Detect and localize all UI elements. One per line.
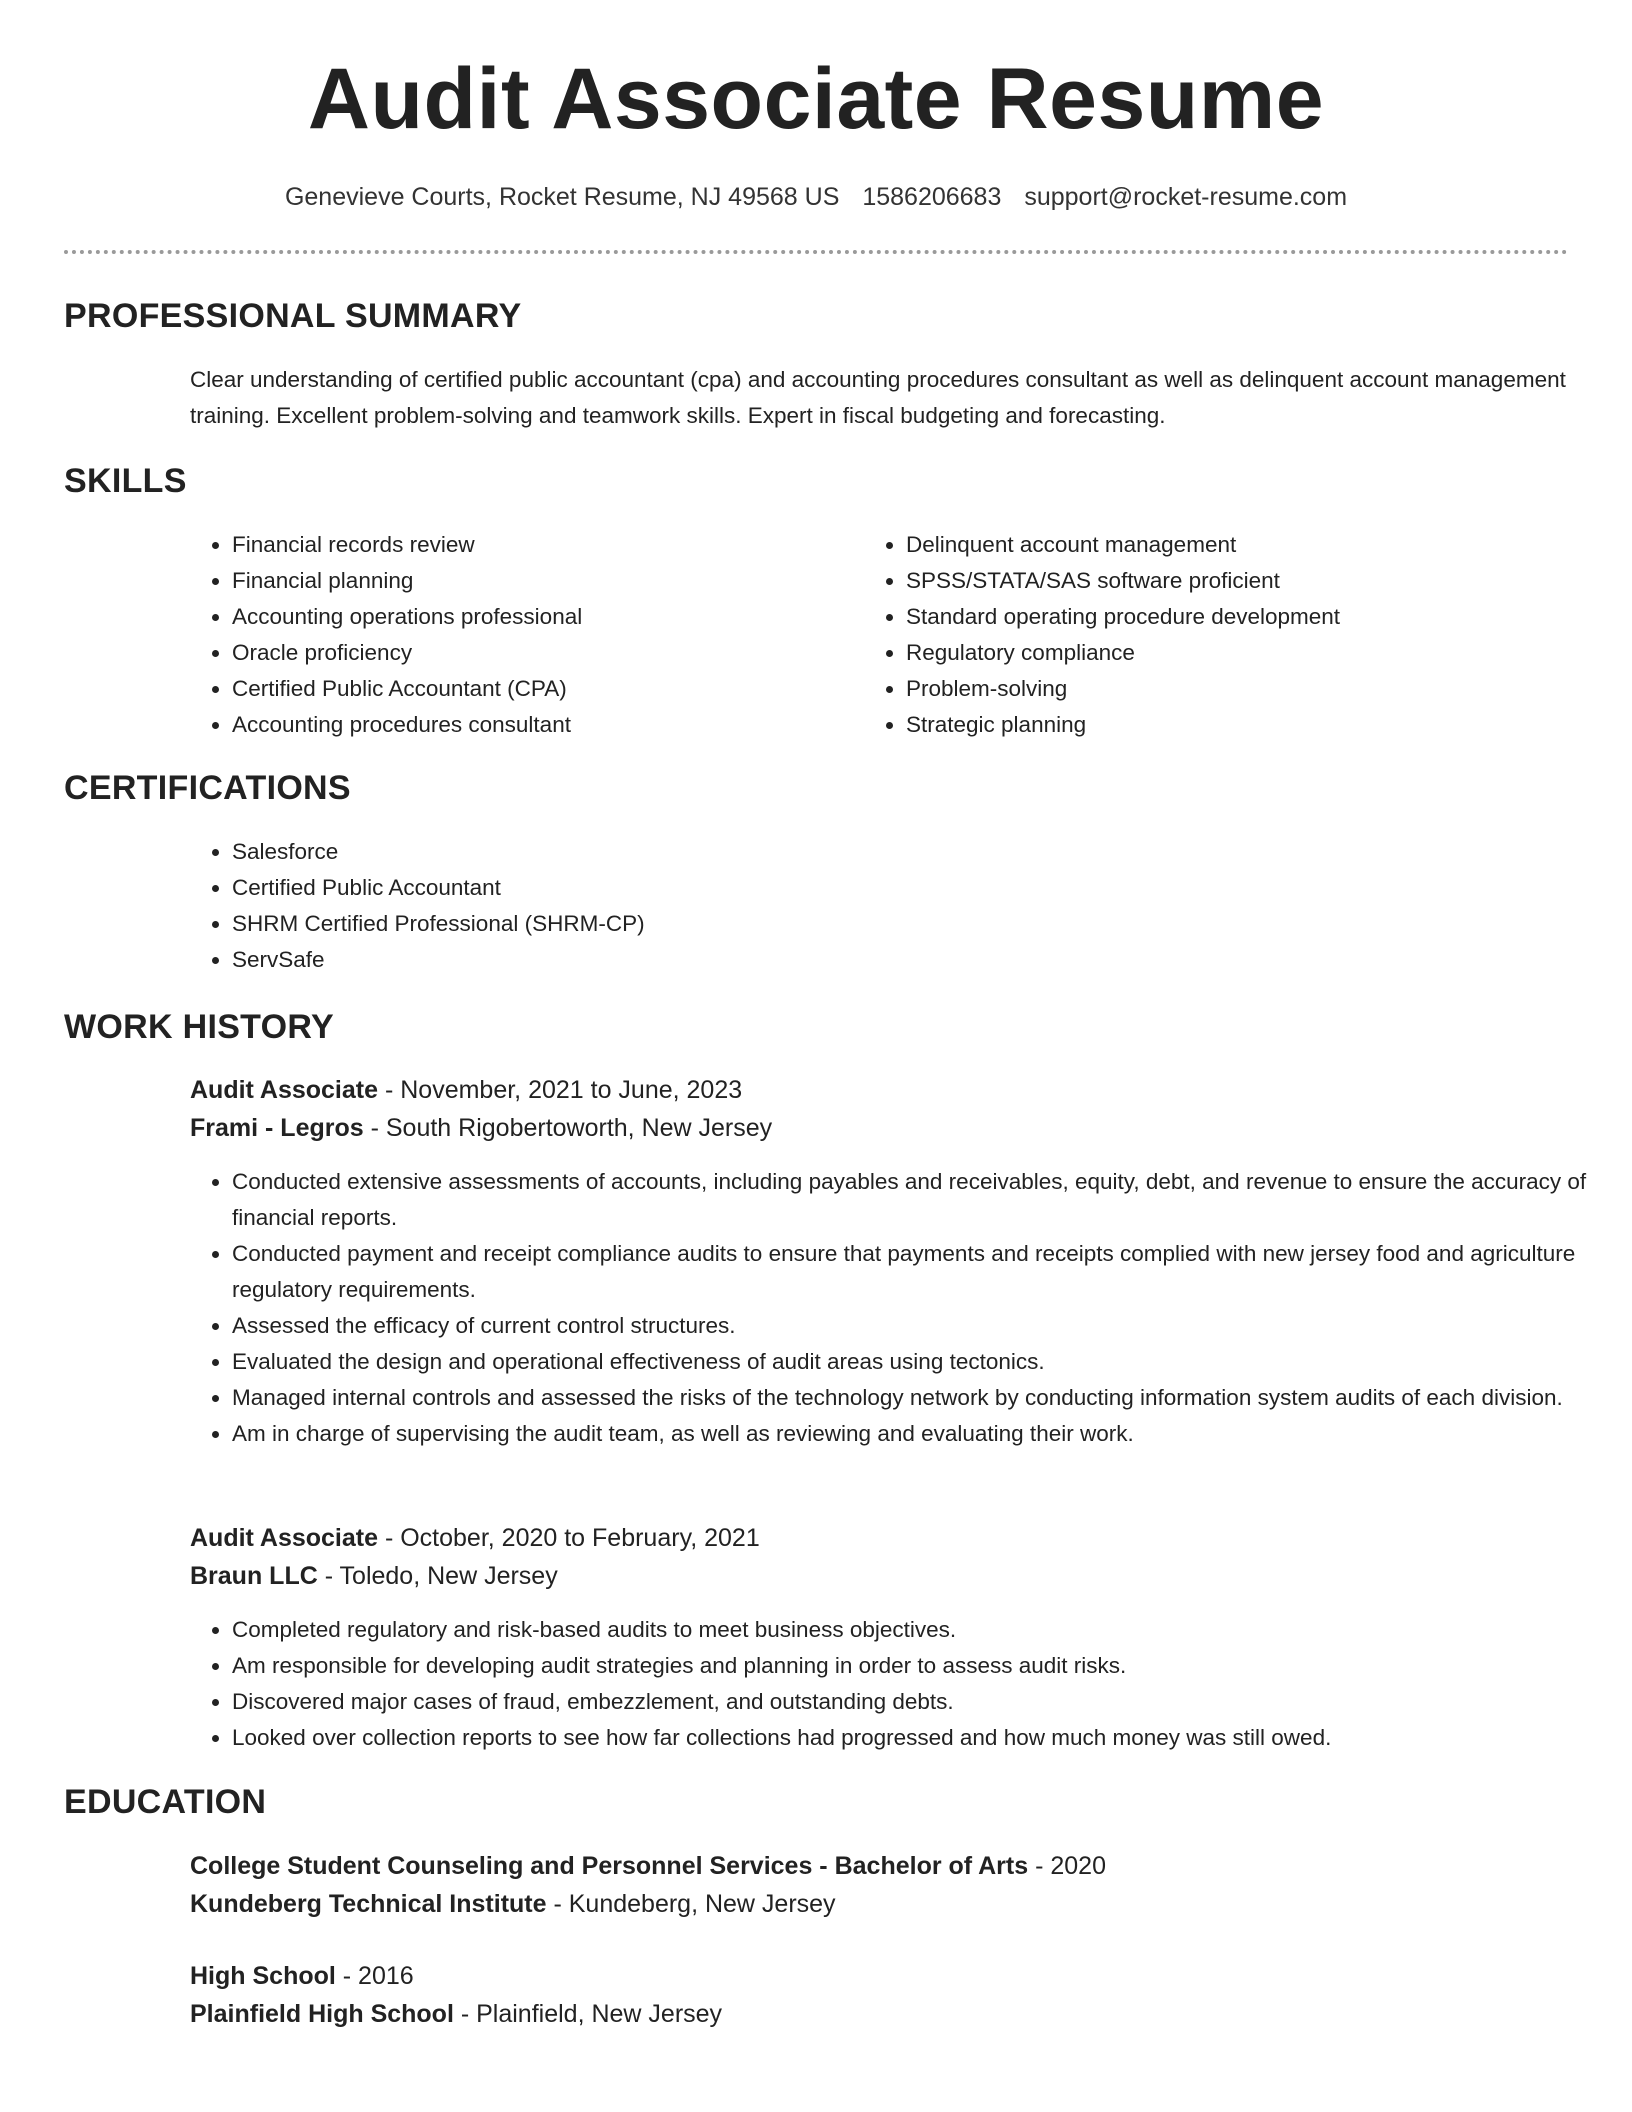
- education-degree-line: [190, 1957, 414, 1995]
- section-title-work-history: WORK HISTORY: [64, 1008, 334, 1046]
- resume-title: Audit Associate Resume: [307, 51, 1325, 147]
- list-item: • Discovered major cases of fraud, embezzlement, and outstanding debts.: [232, 1684, 1602, 1720]
- list-item: • Conducted extensive assessments of accounts, including payables and receivables, equity, debt, and revenue to ensure the accuracy of financial reports.: [232, 1164, 1602, 1236]
- education-year: - 2016: [335, 1962, 414, 1990]
- job-title-line: [190, 1071, 742, 1109]
- list-item: • Am responsible for developing audit strategies and planning in order to assess audit risks.: [232, 1648, 1602, 1684]
- job-duties-list: [188, 1164, 1602, 1452]
- job-location: - South Rigobertoworth, New Jersey: [363, 1114, 773, 1142]
- job-dates: - October, 2020 to February, 2021: [378, 1524, 760, 1552]
- list-item: • Financial planning: [232, 563, 832, 599]
- job-location: - Toledo, New Jersey: [317, 1562, 558, 1590]
- job-company: Braun LLC: [190, 1562, 318, 1590]
- skills-list-left: [188, 527, 832, 743]
- list-item: • Completed regulatory and risk-based audits to meet business objectives.: [232, 1612, 1602, 1648]
- education-school-line: [190, 1995, 722, 2033]
- email-text: support@rocket-resume.com: [1024, 183, 1348, 211]
- job-company-line: [190, 1557, 558, 1595]
- list-item: • Certified Public Accountant: [232, 870, 1132, 906]
- list-item: • Looked over collection reports to see how far collections had progressed and how much money was still owed.: [232, 1720, 1602, 1756]
- job-role: Audit Associate: [190, 1524, 379, 1552]
- job-duties-list: [188, 1612, 1602, 1756]
- list-item: • Evaluated the design and operational effectiveness of audit areas using tectonics.: [232, 1344, 1602, 1380]
- job-role: Audit Associate: [190, 1076, 379, 1104]
- list-item: • Standard operating procedure development: [906, 599, 1606, 635]
- list-item: • Accounting procedures consultant: [232, 707, 832, 743]
- list-item: • Certified Public Accountant (CPA): [232, 671, 832, 707]
- phone-text: 1586206683: [862, 183, 1002, 211]
- section-title-education: EDUCATION: [64, 1783, 267, 1821]
- education-location: - Kundeberg, New Jersey: [546, 1890, 836, 1918]
- education-school-line: [190, 1885, 836, 1923]
- section-title-certifications: CERTIFICATIONS: [64, 769, 351, 807]
- section-title-skills: SKILLS: [64, 462, 187, 500]
- list-item: • ServSafe: [232, 942, 1132, 978]
- contact-line: [0, 181, 1632, 214]
- list-item: • Am in charge of supervising the audit team, as well as reviewing and evaluating their work.: [232, 1416, 1602, 1452]
- header-divider: [64, 250, 1568, 254]
- section-title-summary: PROFESSIONAL SUMMARY: [64, 297, 522, 335]
- job-company-line: [190, 1109, 772, 1147]
- education-year: - 2020: [1028, 1852, 1106, 1880]
- list-item: • Problem-solving: [906, 671, 1606, 707]
- list-item: • Salesforce: [232, 834, 1132, 870]
- education-school: Plainfield High School: [190, 2000, 454, 2028]
- list-item: • SHRM Certified Professional (SHRM-CP): [232, 906, 1132, 942]
- list-item: • SPSS/STATA/SAS software proficient: [906, 563, 1606, 599]
- list-item: • Managed internal controls and assessed the risks of the technology network by conducting information system audits of each division.: [232, 1380, 1602, 1416]
- education-location: - Plainfield, New Jersey: [453, 2000, 723, 2028]
- list-item: • Delinquent account management: [906, 527, 1606, 563]
- job-company: Frami - Legros: [190, 1114, 364, 1142]
- list-item: • Oracle proficiency: [232, 635, 832, 671]
- education-school: Kundeberg Technical Institute: [190, 1890, 547, 1918]
- education-degree: High School: [190, 1962, 336, 1990]
- list-item: • Conducted payment and receipt compliance audits to ensure that payments and receipts complied with new jersey food and agriculture regulatory requirements.: [232, 1236, 1602, 1308]
- address-text: Genevieve Courts, Rocket Resume, NJ 49568 US: [284, 183, 840, 211]
- skills-list-right: [862, 527, 1606, 743]
- list-item: • Assessed the efficacy of current control structures.: [232, 1308, 1602, 1344]
- job-dates: - November, 2021 to June, 2023: [378, 1076, 743, 1104]
- education-degree-line: [190, 1847, 1106, 1885]
- job-title-line: [190, 1519, 760, 1557]
- list-item: • Strategic planning: [906, 707, 1606, 743]
- list-item: • Regulatory compliance: [906, 635, 1606, 671]
- list-item: • Accounting operations professional: [232, 599, 832, 635]
- list-item: • Financial records review: [232, 527, 832, 563]
- education-degree: College Student Counseling and Personnel Services - Bachelor of Arts: [190, 1852, 1029, 1880]
- summary-text: Clear understanding of certified public accountant (cpa) and accounting procedures consultant as well as delinquent account management training. Excellent problem-solving and teamwork skills. Expert in fiscal budgeting and forecasting.: [190, 367, 1566, 428]
- certifications-list: [188, 834, 1132, 978]
